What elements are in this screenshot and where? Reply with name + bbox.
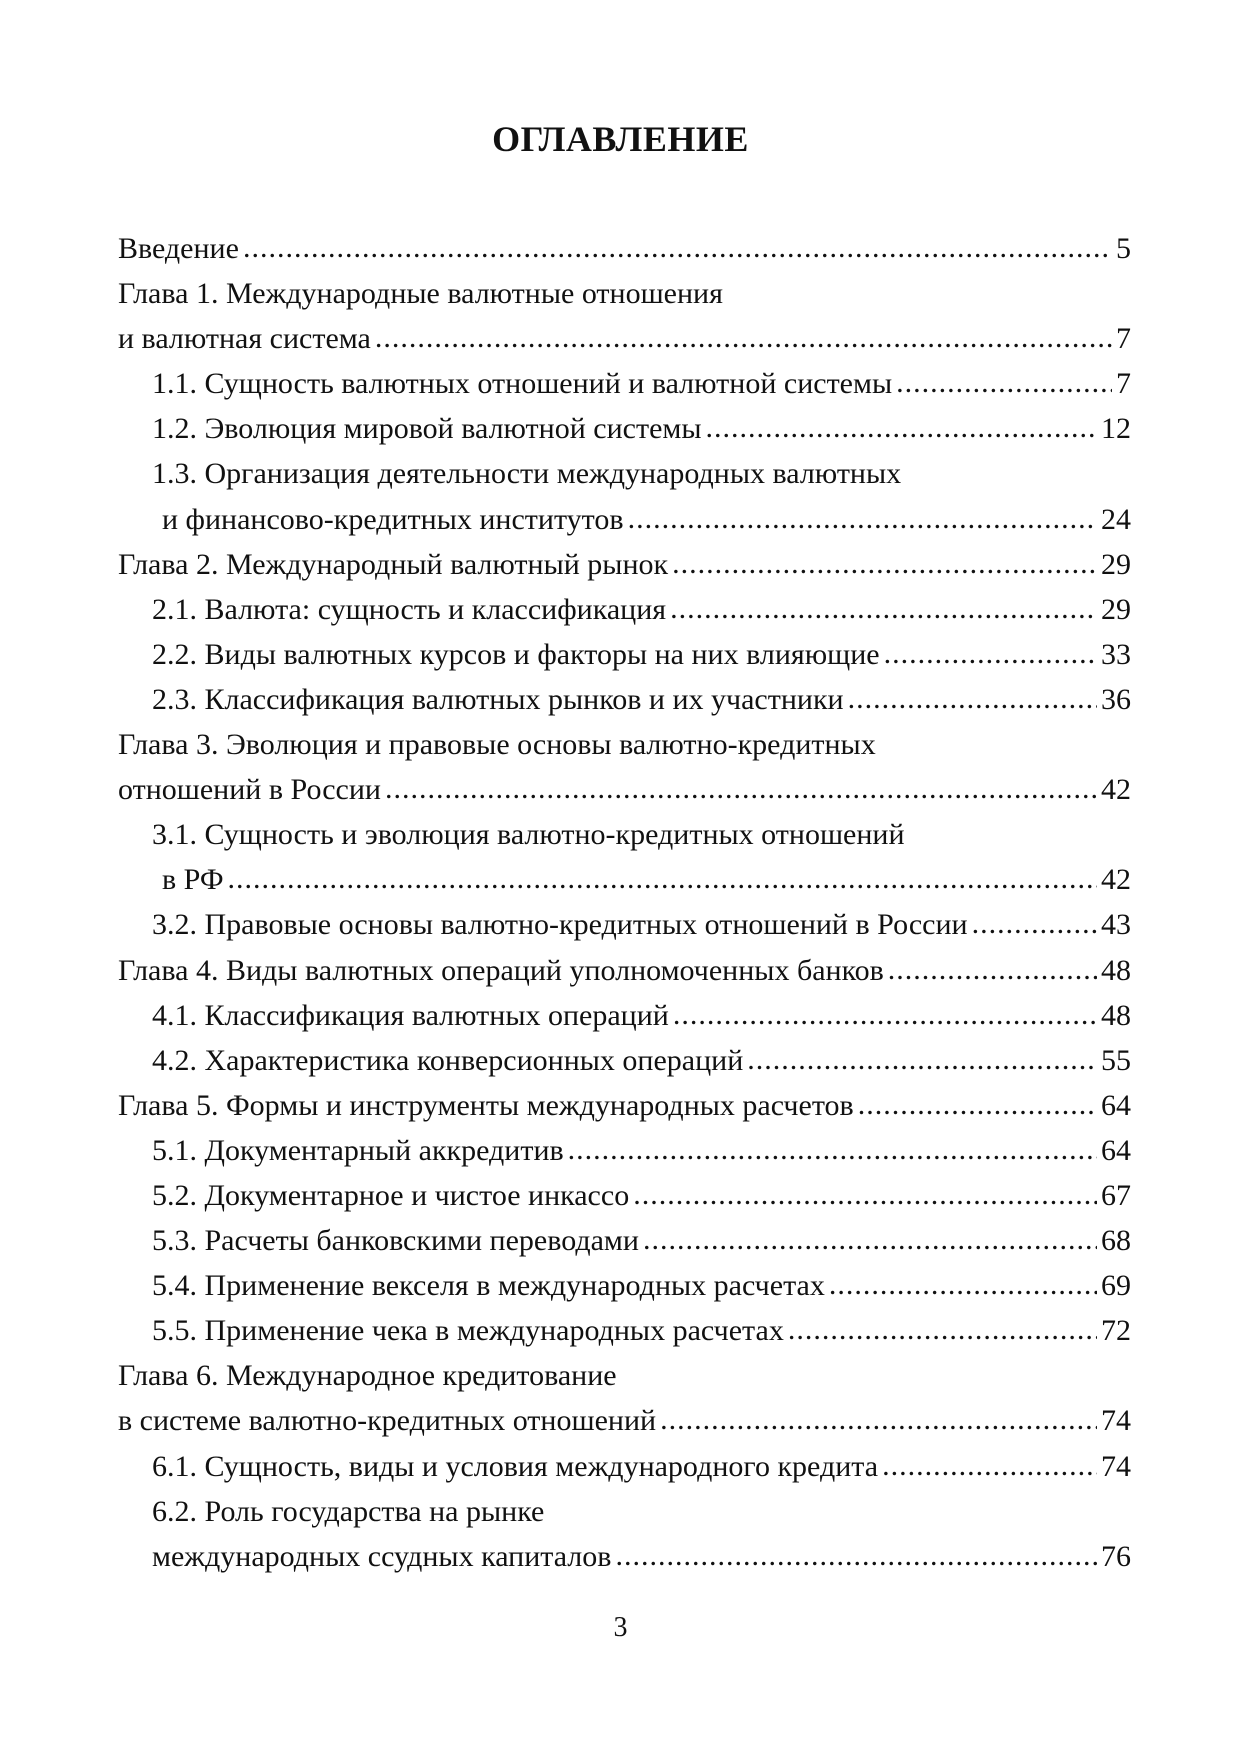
toc-entry-page: 5 [1116, 232, 1131, 265]
dot-leader [858, 1082, 1097, 1127]
toc-entry-text: Глава 1. Международные валютные отношения [118, 277, 723, 311]
dot-leader [672, 541, 1097, 586]
dot-leader [884, 631, 1097, 676]
toc-entry-text: 2.2. Виды валютных курсов и факторы на них влияющие [152, 637, 880, 671]
toc-entry-text: 5.5. Применение чека в международных расчетах [152, 1314, 784, 1348]
dot-leader [848, 676, 1097, 721]
toc-entry-text: 5.4. Применение векселя в международных расчетах [152, 1269, 825, 1303]
toc-entry-chapter-3[interactable] [118, 722, 1131, 767]
dot-leader [829, 1262, 1097, 1307]
toc-entry-page: 64 [1101, 1088, 1131, 1122]
toc-entry-section-5-1[interactable] [118, 1128, 1131, 1173]
toc-entry-chapter-1-cont[interactable] [118, 316, 1131, 361]
toc-entry-section-5-4[interactable] [118, 1263, 1131, 1308]
toc-entry-section-5-3[interactable] [118, 1218, 1131, 1263]
toc-entry-section-3-2[interactable] [118, 902, 1131, 947]
toc-entry-page: 76 [1101, 1539, 1131, 1573]
toc-entry-page: 72 [1101, 1314, 1131, 1348]
toc-entry-chapter-4[interactable] [118, 948, 1131, 993]
toc-entry-section-3-1-cont[interactable] [118, 857, 1131, 902]
toc-entry-section-1-2[interactable] [118, 406, 1131, 451]
page-title: ОГЛАВЛЕНИЕ [492, 119, 749, 159]
dot-leader [788, 1307, 1097, 1352]
toc-entry-text: в системе валютно-кредитных отношений [118, 1404, 657, 1438]
toc-entry-text: в РФ [162, 863, 224, 897]
dot-leader [896, 360, 1112, 405]
toc-entry-text: международных ссудных капиталов [152, 1539, 612, 1573]
toc-entry-page: 48 [1101, 953, 1131, 987]
toc-entry-section-4-2[interactable] [118, 1038, 1131, 1083]
toc-entry-intro[interactable] [118, 226, 1131, 271]
toc-entry-section-5-2[interactable] [118, 1173, 1131, 1218]
dot-leader [972, 901, 1097, 946]
toc-entry-text: Глава 3. Эволюция и правовые основы валютно-кредитных [118, 728, 876, 762]
toc-entry-text: 1.1. Сущность валютных отношений и валютной системы [152, 367, 893, 401]
toc-entry-page: 74 [1101, 1404, 1131, 1438]
toc-entry-text: 2.3. Классификация валютных рынков и их участники [152, 682, 844, 716]
toc-entry-section-1-3-cont[interactable] [118, 497, 1131, 542]
toc-entry-section-6-2-cont[interactable] [118, 1534, 1131, 1579]
toc-entry-section-6-1[interactable] [118, 1444, 1131, 1489]
toc-entry-text: и финансово-кредитных институтов [162, 502, 624, 536]
dot-leader [375, 315, 1112, 360]
toc-entry-section-6-2[interactable] [118, 1489, 1131, 1534]
toc-entry-chapter-6-cont[interactable] [118, 1398, 1131, 1443]
toc-entry-text: 1.3. Организация деятельности международных валютных [152, 457, 902, 491]
toc-entry-page: 64 [1101, 1133, 1131, 1167]
toc-entry-chapter-5[interactable] [118, 1083, 1131, 1128]
toc-entry-page: 33 [1101, 637, 1131, 671]
dot-leader [747, 1037, 1097, 1082]
toc-entry-text: отношений в России [118, 773, 381, 807]
dot-leader [243, 225, 1112, 270]
dot-leader [673, 992, 1097, 1037]
toc-entry-text: Глава 4. Виды валютных операций уполномоченных банков [118, 953, 884, 987]
toc-entry-text: 4.2. Характеристика конверсионных операций [152, 1043, 744, 1077]
toc-entry-text: и валютная система [118, 322, 371, 356]
toc-entry-text: 5.1. Документарный аккредитив [152, 1133, 564, 1167]
dot-leader [888, 947, 1097, 992]
toc-entry-page: 74 [1101, 1449, 1131, 1483]
toc-entry-text: 2.1. Валюта: сущность и классификация [152, 592, 667, 626]
toc-entry-chapter-1[interactable] [118, 271, 1131, 316]
dot-leader [385, 766, 1097, 811]
dot-leader [228, 856, 1097, 901]
toc-entry-page: 12 [1101, 412, 1131, 446]
toc-entry-page: 43 [1101, 908, 1131, 942]
toc-entry-section-2-1[interactable] [118, 587, 1131, 632]
toc-entry-page: 7 [1116, 322, 1131, 356]
toc-entry-section-5-5[interactable] [118, 1308, 1131, 1353]
toc-entry-page: 55 [1101, 1043, 1131, 1077]
toc-entry-text: 3.1. Сущность и эволюция валютно-кредитных отношений [152, 818, 905, 852]
toc-entry-chapter-3-cont[interactable] [118, 767, 1131, 812]
toc-entry-text: 1.2. Эволюция мировой валютной системы [152, 412, 702, 446]
toc-entry-page: 29 [1101, 592, 1131, 626]
toc-entry-chapter-6[interactable] [118, 1353, 1131, 1398]
toc-entry-section-3-1[interactable] [118, 812, 1131, 857]
dot-leader [706, 405, 1097, 450]
page-number: 3 [613, 1612, 628, 1643]
toc-entry-page: 29 [1101, 547, 1131, 581]
toc-entry-text: 6.2. Роль государства на рынке [152, 1494, 545, 1528]
dot-leader [882, 1443, 1097, 1488]
toc-entry-page: 36 [1101, 682, 1131, 716]
dot-leader [633, 1172, 1097, 1217]
toc-entry-section-2-2[interactable] [118, 632, 1131, 677]
toc-entry-section-4-1[interactable] [118, 993, 1131, 1038]
toc-entry-page: 24 [1101, 502, 1131, 536]
toc-entry-text: Глава 5. Формы и инструменты международных расчетов [118, 1088, 854, 1122]
dot-leader [615, 1533, 1097, 1578]
toc-entry-text: 3.2. Правовые основы валютно-кредитных отношений в России [152, 908, 968, 942]
toc-entry-text: 4.1. Классификация валютных операций [152, 998, 669, 1032]
toc-entry-text: 6.1. Сущность, виды и условия международного кредита [152, 1449, 879, 1483]
dot-leader [628, 496, 1097, 541]
toc-entry-section-1-1[interactable] [118, 361, 1131, 406]
toc-entry-chapter-2[interactable] [118, 542, 1131, 587]
dot-leader [660, 1397, 1097, 1442]
toc-entry-page: 42 [1101, 863, 1131, 897]
toc-entry-page: 68 [1101, 1224, 1131, 1258]
toc-entry-page: 48 [1101, 998, 1131, 1032]
dot-leader [643, 1217, 1097, 1262]
toc-entry-text: Введение [118, 232, 239, 265]
toc-entry-text: Глава 2. Международный валютный рынок [118, 547, 669, 581]
dot-leader [670, 586, 1097, 631]
toc-entry-text: 5.3. Расчеты банковскими переводами [152, 1224, 639, 1258]
toc-entry-page: 69 [1101, 1269, 1131, 1303]
toc-entry-section-1-3[interactable] [118, 451, 1131, 496]
dot-leader [568, 1127, 1097, 1172]
table-of-contents [118, 226, 1131, 1579]
toc-entry-text: Глава 6. Международное кредитование [118, 1359, 617, 1393]
toc-entry-section-2-3[interactable] [118, 677, 1131, 722]
toc-entry-text: 5.2. Документарное и чистое инкассо [152, 1178, 630, 1212]
toc-entry-page: 7 [1116, 367, 1131, 401]
toc-entry-page: 42 [1101, 773, 1131, 807]
toc-entry-page: 67 [1101, 1178, 1131, 1212]
